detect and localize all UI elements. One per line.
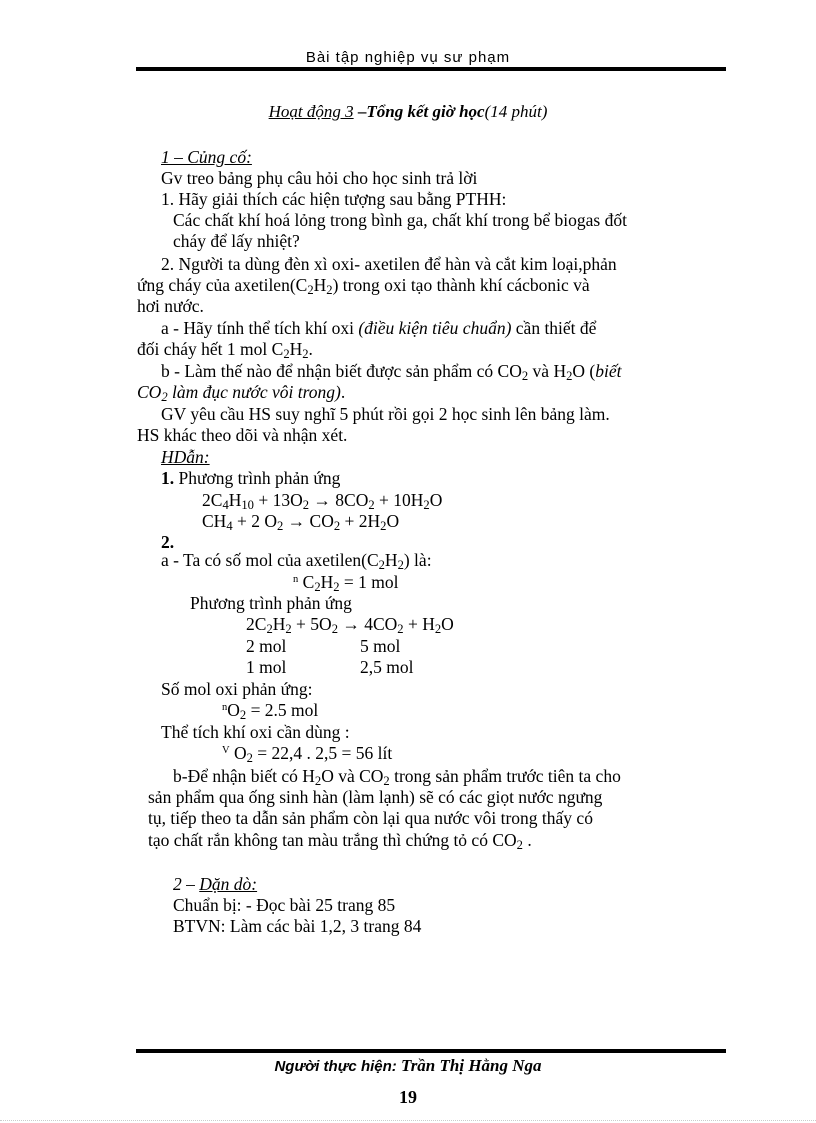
question-1: 1. Hãy giải thích các hiện tượng sau bằng PTHH: [161,189,507,209]
homework-prepare: Chuẩn bị: - Đọc bài 25 trang 85 [173,895,396,915]
guide-part1-title: 1. Phương trình phản ứng [161,468,341,488]
guide-part2b-line4: tạo chất rắn không tan màu trắng thì chứng tỏ có $CO_2$ . [148,830,532,853]
teacher-instruction-line2: HS khác theo dõi và nhận xét. [137,425,348,445]
section1-intro: Gv treo bảng phụ câu hỏi cho học sinh trả lời [161,168,478,188]
page-header-title: Bài tập nghiệp vụ sư phạm [305,49,511,66]
question-2a-line2: đối cháy hết 1 mol $C_2H_2$. [137,339,313,362]
question-2a-line1: a - Hãy tính thể tích khí oxi (điều kiện tiêu chuẩn) cần thiết để [161,318,597,338]
guide-part2b-line1: b-Để nhận biết có $H_2O$ và $CO_2$ trong sản phẩm trước tiên ta cho [173,766,621,789]
mol-row-1-o2: 5 mol [360,636,401,656]
mol-oxygen-label: Số mol oxi phản ứng: [161,679,313,699]
question-1-line1: Các chất khí hoá lỏng trong bình ga, chất khí trong bể biogas đốt [173,210,627,230]
page-number: 19 [399,1087,417,1107]
question-2b-line2: $CO_2$ làm đục nước vôi trong). [137,382,346,405]
question-1-line2: cháy để lấy nhiệt? [173,231,300,251]
header-rule [136,67,726,71]
activity-title [0,102,816,122]
equation-methane: $CH_4 + 2$ $O_2 \to CO_2 + 2H_2O$ [202,511,400,534]
question-2b-line1: b - Làm thế nào để nhận biết được sản phẩm có $CO_2$ và $H_2O$ (biết [161,361,622,384]
guide-part2b-line3: tụ, tiếp theo ta dẫn sản phẩm còn lại qua nước vôi trong thấy có [148,808,593,828]
guide-part2a-line: a - Ta có số mol của $axetilen(C_2H_2)$ là: [161,550,432,573]
equation-acetylene: $2C_2H_2 + 5O_2 \to 4CO_2 + H_2O$ [246,614,454,637]
oxygen-volume-label: Thể tích khí oxi cần dùng : [161,722,350,742]
activity-dash: – [353,102,367,121]
mol-row-2-o2: 2,5 mol [360,657,414,677]
guide-part2b-line2: sản phẩm qua ống sinh hàn (làm lạnh) sẽ có các giọt nước ngưng [148,787,603,807]
activity-name: Tổng kết giờ học [366,102,485,121]
question-2-line2: ứng cháy của $axetilen(C_2H_2)$ trong oxi tạo thành khí cácbonic và [137,275,590,298]
reaction-label: Phương trình phản ứng [190,593,352,613]
equation-butane: $2C_4H_{10} + 13O_2 \to 8CO_2 + 10H_2O$ [202,490,443,513]
question-2-line3: hơi nước. [137,296,204,316]
section1-heading: 1 – Củng cố: [161,147,252,167]
question-2-line1: 2. Người ta dùng đèn xì oxi- axetilen để hàn và cắt kim loại,phản [161,254,617,274]
teacher-instruction-line1: GV yêu cầu HS suy nghĩ 5 phút rồi gọi 2 học sinh lên bảng làm. [161,404,610,424]
mol-row-2-c2h2: 1 mol [246,657,287,677]
section2-heading: 2 – Dặn dò: [173,874,258,894]
oxygen-volume-value: $^V$ $O_2 = 22,4$ . 2,5 = 56 lít [222,743,393,766]
guide-part2-number: 2. [161,532,175,552]
guide-heading: HDẫn: [161,447,210,467]
footer-author: Người thực hiện: Trần Thị Hằng Nga [274,1056,542,1075]
page-bottom-divider [0,1120,816,1121]
activity-label: Hoạt động 3 [268,102,354,121]
mol-c2h2: $^n$ $C_2H_2 = 1$ mol [293,572,399,595]
mol-row-1-c2h2: 2 mol [246,636,287,656]
mol-oxygen-value: $^nO_2 = 2.5$ mol [222,700,319,723]
activity-duration: (14 phút) [484,102,548,121]
footer-rule [136,1049,726,1053]
homework-exercises: BTVN: Làm các bài 1,2, 3 trang 84 [173,916,422,936]
